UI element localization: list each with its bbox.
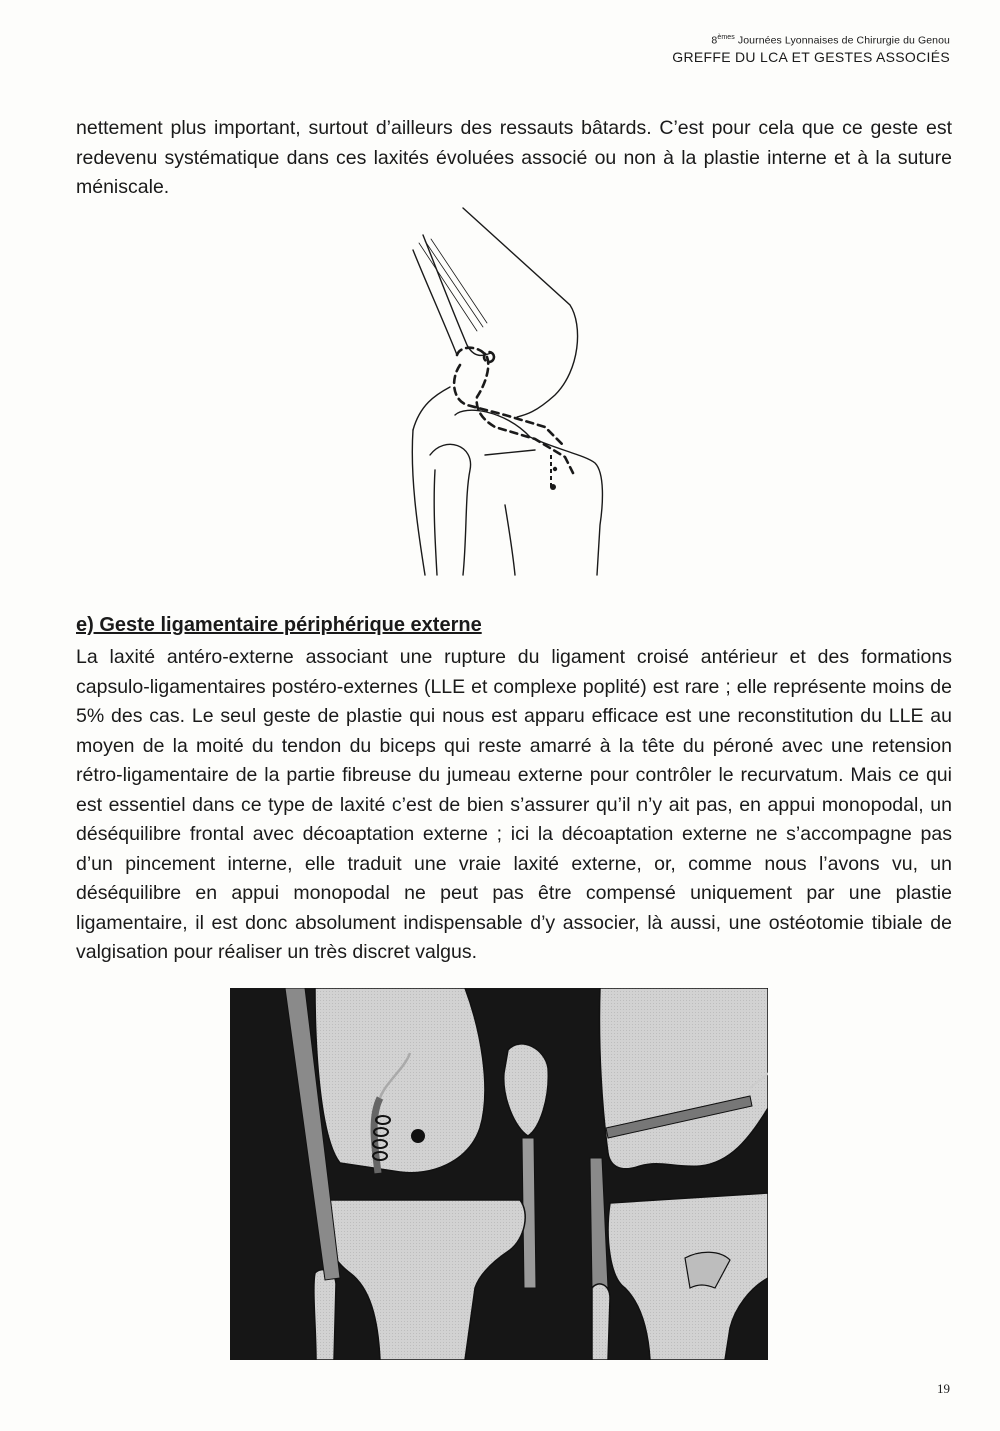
volume-title: GREFFE DU LCA ET GESTES ASSOCIÉS [672, 48, 950, 65]
knee-lateral-line-drawing [405, 205, 620, 580]
page-number: 19 [937, 1381, 950, 1396]
conference-name: 8èmes Journées Lyonnaises de Chirurgie du Genou [711, 34, 950, 47]
running-header [672, 34, 950, 65]
paragraph-continued: nettement plus important, surtout d’ailleurs des ressauts bâtards. C’est pour cela que ce geste est redevenu systématique dans ces laxités évoluées associé ou non à la plastie interne et à la suture méniscale. [76, 117, 952, 198]
section-title: e) Geste ligamentaire périphérique externe [76, 614, 482, 636]
section-paragraph: La laxité antéro-externe associant une rupture du ligament croisé antérieur et des formations capsulo-ligamentaires postéro-externes (LLE et complexe poplité) est rare ; elle représente moins de 5% des cas. Le seul geste de plastie qui nous est apparu efficace est une reconstitution du LLE au moyen de la moité du tendon du biceps qui reste amarré à la tête du péroné avec une retension rétro-ligamentaire de la partie fibreuse du jumeau externe pour contrôler le recurvatum. Mais ce qui est essentiel dans ce type de laxité c’est de bien s’assurer qu’il n’y ait pas, en appui monopodal, un déséquilibre frontal avec décoaptation externe ; ici la décoaptation externe ne s’accompagne pas d’un pincement interne, elle traduit une vraie laxité externe, or, comme nous l’avons vu, un déséquilibre en appui monopodal ne peut pas être compensé uniquement par une plastie ligamentaire, il est donc absolument indispensable d’y associer, là aussi, une ostéotomie tibiale de valgisation pour réaliser un très discret valgus. [76, 646, 952, 963]
knee-reconstruction-illustration [230, 988, 768, 1360]
